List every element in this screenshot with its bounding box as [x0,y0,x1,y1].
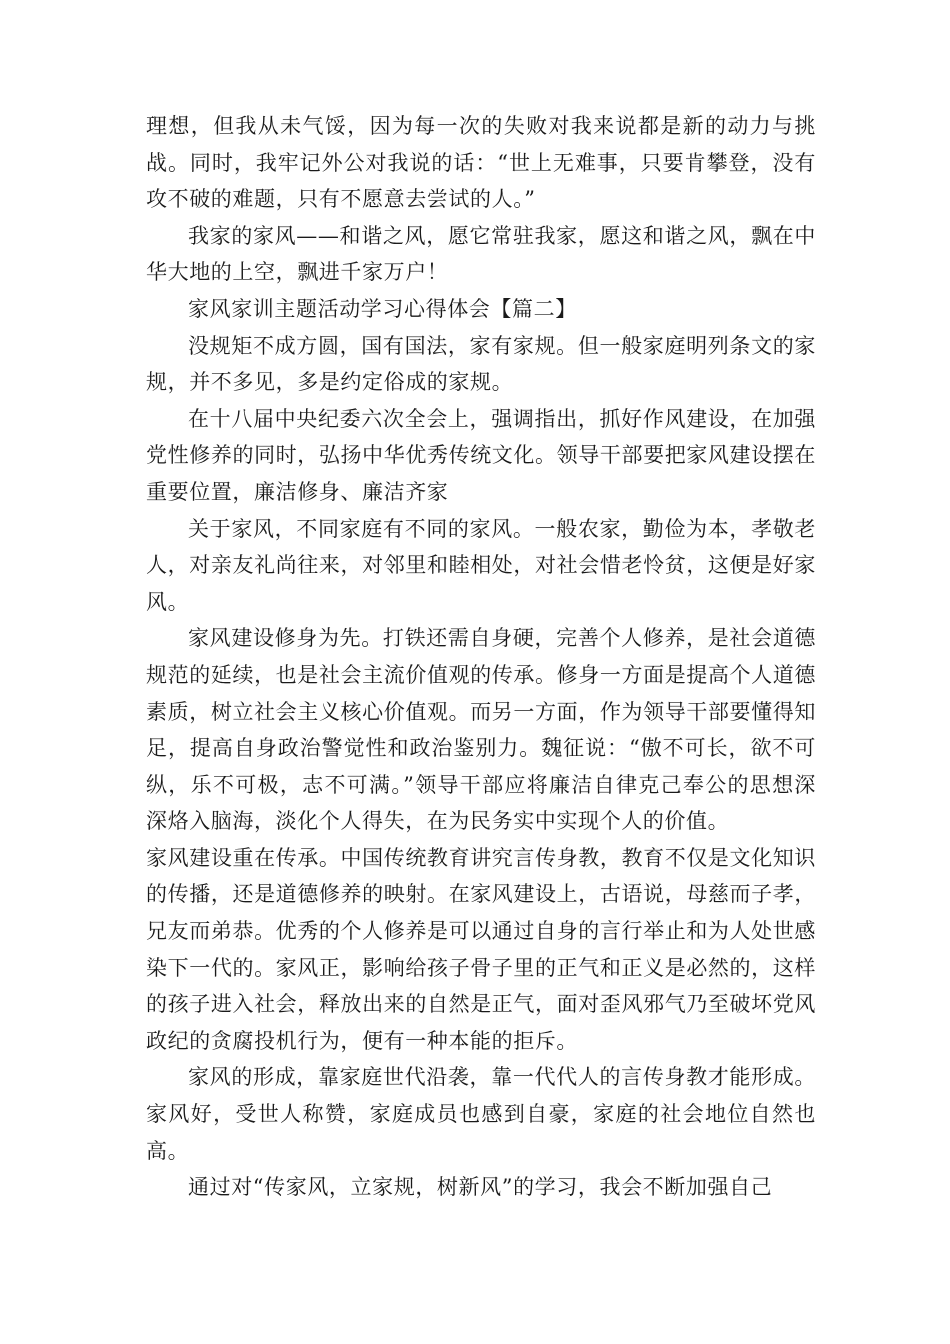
paragraph-1: 理想，但我从未气馁，因为每一次的失败对我来说都是新的动力与挑战。同时，我牢记外公对我说的话：“世上无难事，只要肯攀登，没有攻不破的难题，只有不愿意去尝试的人。” [146,114,816,212]
paragraph-8: 家风的形成，靠家庭世代沿袭，靠一代代人的言传身教才能形成。家风好，受世人称赞，家庭成员也感到自豪，家庭的社会地位自然也高。 [146,1065,816,1163]
paragraph-7: 家风建设重在传承。中国传统教育讲究言传身教，教育不仅是文化知识的传播，还是道德修养的映射。在家风建设上，古语说，母慈而子孝，兄友而弟恭。优秀的个人修养是可以通过自身的言行举止和为人处世感染下一代的。家风正，影响给孩子骨子里的正气和正义是必然的，这样的孩子进入社会，释放出来的自然是正气，面对歪风邪气乃至破坏党风政纪的贪腐投机行为，便有一种本能的拒斥。 [146,845,816,1053]
paragraph-4: 在十八届中央纪委六次全会上，强调指出，抓好作风建设，在加强党性修养的同时，弘扬中华优秀传统文化。领导干部要把家风建设摆在重要位置，廉洁修身、廉洁齐家 [146,406,816,504]
document-page [146,108,816,1206]
paragraph-3: 没规矩不成方圆，国有国法，家有家规。但一般家庭明列条文的家规，并不多见，多是约定俗成的家规。 [146,333,816,395]
paragraph-9: 通过对“传家风，立家规，树新风”的学习，我会不断加强自己 [188,1175,773,1200]
section-heading: 家风家训主题活动学习心得体会【篇二】 [188,296,577,321]
paragraph-5: 关于家风，不同家庭有不同的家风。一般农家，勤俭为本，孝敬老人，对亲友礼尚往来，对邻里和睦相处，对社会惜老怜贫，这便是好家风。 [146,516,816,614]
paragraph-6: 家风建设修身为先。打铁还需自身硬，完善个人修养，是社会道德规范的延续，也是社会主流价值观的传承。修身一方面是提高个人道德素质，树立社会主义核心价值观。而另一方面，作为领导干部要懂得知足，提高自身政治警觉性和政治鉴别力。魏征说：“傲不可长，欲不可纵，乐不可极，志不可满。”领导干部应将廉洁自律克己奉公的思想深深烙入脑海，淡化个人得失，在为民务实中实现个人的价值。 [146,626,816,834]
paragraph-2: 我家的家风——和谐之风，愿它常驻我家，愿这和谐之风，飘在中华大地的上空，飘进千家万户！ [146,223,816,285]
